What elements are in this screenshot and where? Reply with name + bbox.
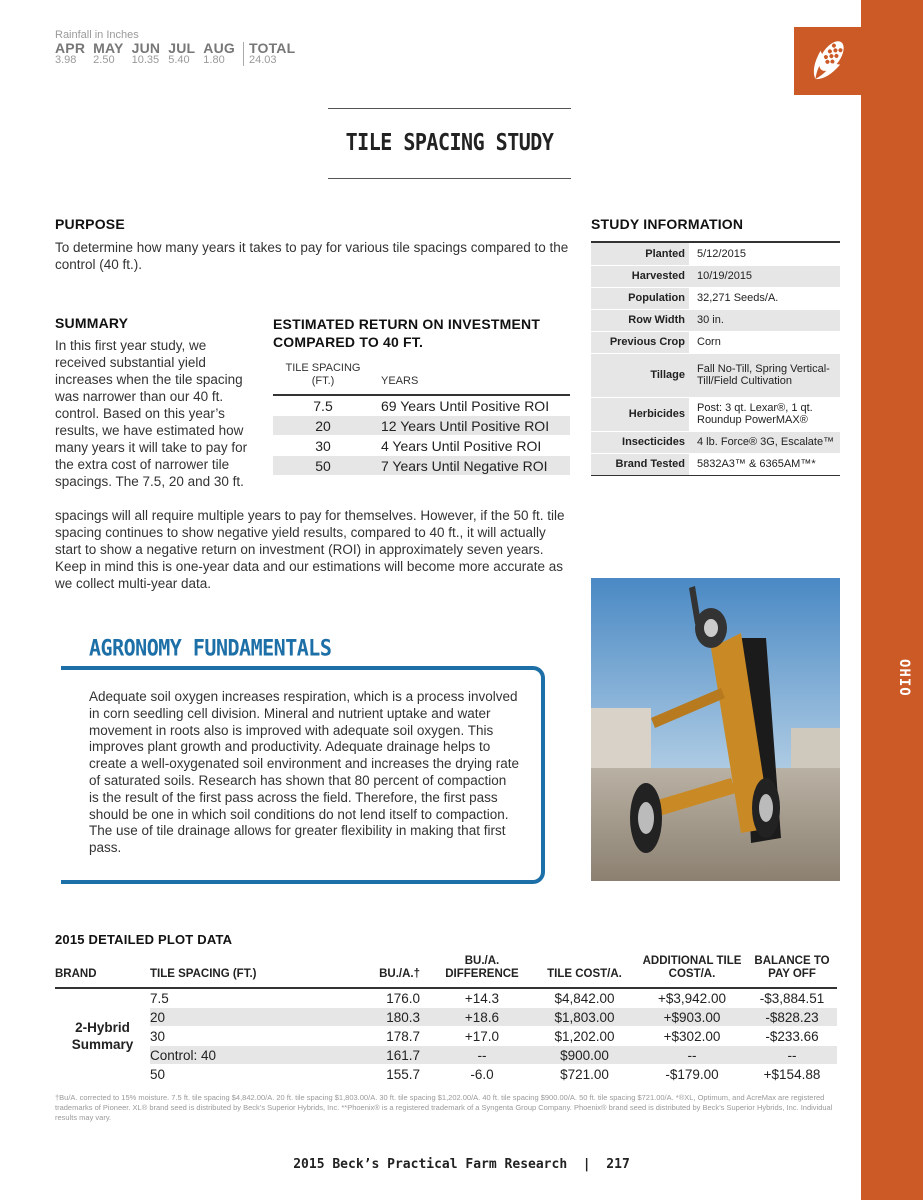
plot-add: +$302.00 (637, 1027, 747, 1046)
rain-value: 1.80 (203, 54, 225, 66)
roi-heading: ESTIMATED RETURN ON INVESTMENT COMPARED TO 40 FT. (273, 316, 541, 350)
corn-icon-tab (794, 27, 861, 95)
info-key: Tillage (591, 353, 689, 397)
tile-plow-image (591, 578, 840, 881)
plot-footnote: †Bu/A. corrected to 15% moisture. 7.5 ft. tile spacing $4,842.00/A. 20 ft. tile spacing $1,803.00/A. 30 ft. tile spacing $1,202.00/A. 40 ft. tile spacing $900.00/A. 50 ft. tile spacing $721.00/A. *®XL, Optimum, and AcreMax are registered trademarks of Pioneer. XL® brand seed is distributed by Beck’s Superior Hybrids, Inc. **Phoenix® is a registered trademark of a Syngenta Group Company. Phoenix® brand seed is distributed by Beck’s Superior Hybrids, Inc. Individual results may vary. (55, 1093, 833, 1122)
info-value: 5/12/2015 (697, 247, 746, 260)
info-value: 32,271 Seeds/A. (697, 292, 779, 304)
plot-spacing: 50 (150, 1065, 300, 1084)
footer-text: 2015 Beck’s Practical Farm Research (293, 1157, 568, 1172)
plot-heading: 2015 DETAILED PLOT DATA (55, 932, 233, 947)
tile-plow-photo (591, 578, 840, 881)
rain-month: JUN (131, 40, 161, 56)
rain-value: 2.50 (93, 54, 115, 66)
study-info-heading: STUDY INFORMATION (591, 216, 744, 232)
info-key: Harvested (591, 265, 689, 287)
rain-month: AUG (203, 40, 235, 56)
plot-spacing: 20 (150, 1008, 300, 1027)
plot-cost: $900.00 (532, 1046, 637, 1065)
rain-month: JUL (168, 40, 196, 56)
plot-bal: -$233.66 (747, 1027, 837, 1046)
agronomy-heading: AGRONOMY FUNDAMENTALS (89, 634, 332, 662)
info-key: Planted (591, 243, 689, 265)
plot-cost: $1,202.00 (532, 1027, 637, 1046)
plot-diff: -- (432, 1046, 532, 1065)
plot-bal: -$828.23 (747, 1008, 837, 1027)
plot-brand: 2-Hybrid Summary (55, 988, 150, 1084)
plot-cost: $4,842.00 (532, 988, 637, 1008)
plot-add: +$903.00 (637, 1008, 747, 1027)
info-value: 30 in. (689, 309, 840, 331)
roi-years: 69 Years Until Positive ROI (373, 395, 570, 416)
page-footer (0, 1157, 923, 1172)
agronomy-text: Adequate soil oxygen increases respiration, which is a process involved in corn seedling cell division. Mineral and nutrient uptake and water movement in roots also is improved with adequate soil oxygen. This improves plant growth and productivity. Adequate drainage helps to create a well-oxygenated soil environment and increases the drying rate of saturated soils. Research has shown that 80 percent of compaction is the result of the first pass across the field. Therefore, the first pass should be one in which soil conditions do not lend itself to compaction. The use of tile drainage allows for greater flexibility in making that first pass. (89, 689, 519, 856)
info-value: Fall No-Till, Spring Vertical-Till/Field Cultivation (689, 353, 840, 397)
info-key: Herbicides (591, 397, 689, 431)
roi-col-spacing: TILE SPACING (FT.) (273, 362, 373, 395)
roi-years: 12 Years Until Positive ROI (373, 416, 570, 436)
plot-col-cost: TILE COST/A. (532, 955, 637, 988)
summary-text-narrow: In this first year study, we received substantial yield increases when the tile spacing was narrower than our 40 ft. control. Based on this year’s results, we have estimated how many years it will take to pay for the extra cost of narrower tile spacings. The 7.5, 20 and 30 ft. (55, 338, 248, 489)
rain-total-value: 24.03 (244, 54, 304, 66)
info-key: Previous Crop (591, 331, 689, 353)
plot-cost: $721.00 (532, 1065, 637, 1084)
info-value: 10/19/2015 (689, 265, 840, 287)
roi-table (273, 362, 570, 476)
plot-bal: -$3,884.51 (747, 988, 837, 1008)
rain-month: APR (55, 40, 86, 56)
plot-col-bu: BU./A.† (300, 955, 432, 988)
title-rule-bottom (328, 178, 571, 179)
title-rule-top (328, 108, 571, 109)
roi-years: 4 Years Until Positive ROI (373, 436, 570, 456)
rain-total-label: TOTAL (244, 42, 304, 54)
info-key: Row Width (591, 309, 689, 331)
rain-value: 3.98 (55, 54, 77, 66)
plot-bal: +$154.88 (747, 1065, 837, 1084)
info-key: Population (591, 287, 689, 309)
plot-spacing: Control: 40 (150, 1046, 300, 1065)
roi-col-years: YEARS (373, 362, 570, 395)
plot-spacing: 30 (150, 1027, 300, 1046)
plot-diff: +17.0 (432, 1027, 532, 1046)
plot-bu: 180.3 (300, 1008, 432, 1027)
info-value: Corn (697, 336, 721, 348)
plot-diff: -6.0 (432, 1065, 532, 1084)
page-number: 217 (606, 1157, 630, 1172)
info-value: 5832A3™ & 6365AM™* (697, 458, 816, 470)
plot-bu: 176.0 (300, 988, 432, 1008)
plot-bu: 178.7 (300, 1027, 432, 1046)
purpose-text: To determine how many years it takes to pay for various tile spacings compared to the control (40 ft.). (55, 240, 569, 272)
plot-add: -- (637, 1046, 747, 1065)
rain-value: 10.35 (131, 54, 160, 66)
roi-spacing: 50 (273, 456, 373, 476)
plot-spacing: 7.5 (150, 988, 300, 1008)
state-tab-label: OHIO (896, 659, 912, 697)
plot-col-spacing: TILE SPACING (FT.) (150, 955, 300, 988)
info-value: Post: 3 qt. Lexar®, 1 qt. Roundup PowerMAX® (697, 402, 813, 426)
rain-value: 5.40 (168, 54, 190, 66)
side-strip (861, 0, 923, 1200)
plot-bu: 161.7 (300, 1046, 432, 1065)
corn-icon (794, 27, 861, 95)
plot-add: +$3,942.00 (637, 988, 747, 1008)
info-value: 4 lb. Force® 3G, Escalate™ (689, 431, 840, 453)
plot-cost: $1,803.00 (532, 1008, 637, 1027)
plot-col-diff: BU./A. DIFFERENCE (432, 955, 532, 988)
plot-col-add: ADDITIONAL TILE COST/A. (637, 955, 747, 988)
page-title: TILE SPACING STUDY (345, 128, 554, 156)
plot-bal: -- (747, 1046, 837, 1065)
rain-month: MAY (93, 40, 124, 56)
info-key: Insecticides (591, 431, 689, 453)
plot-diff: +14.3 (432, 988, 532, 1008)
plot-col-brand: BRAND (55, 955, 150, 988)
rainfall-table (55, 42, 303, 66)
roi-years: 7 Years Until Negative ROI (373, 456, 570, 476)
plot-col-bal: BALANCE TO PAY OFF (747, 955, 837, 988)
info-key: Brand Tested (591, 453, 689, 475)
roi-spacing: 20 (273, 416, 373, 436)
footer-separator: | (574, 1157, 599, 1172)
rainfall-title: Rainfall in Inches (55, 29, 139, 41)
plot-bu: 155.7 (300, 1065, 432, 1084)
study-info-table (591, 243, 840, 476)
summary-heading: SUMMARY (55, 315, 129, 331)
plot-add: -$179.00 (637, 1065, 747, 1084)
purpose-heading: PURPOSE (55, 216, 125, 232)
plot-diff: +18.6 (432, 1008, 532, 1027)
roi-spacing: 30 (273, 436, 373, 456)
summary-text-wide: spacings will all require multiple years to pay for themselves. However, if the 50 ft. tile spacing continues to show negative yield results, compared to 40 ft., it will actually start to show a negative return on investment (ROI) in approximately seven years. Keep in mind this is one-year data and our estimations will become more accurate as we collect multi-year data. (55, 508, 565, 591)
plot-data-table (55, 955, 837, 1084)
roi-spacing: 7.5 (273, 395, 373, 416)
